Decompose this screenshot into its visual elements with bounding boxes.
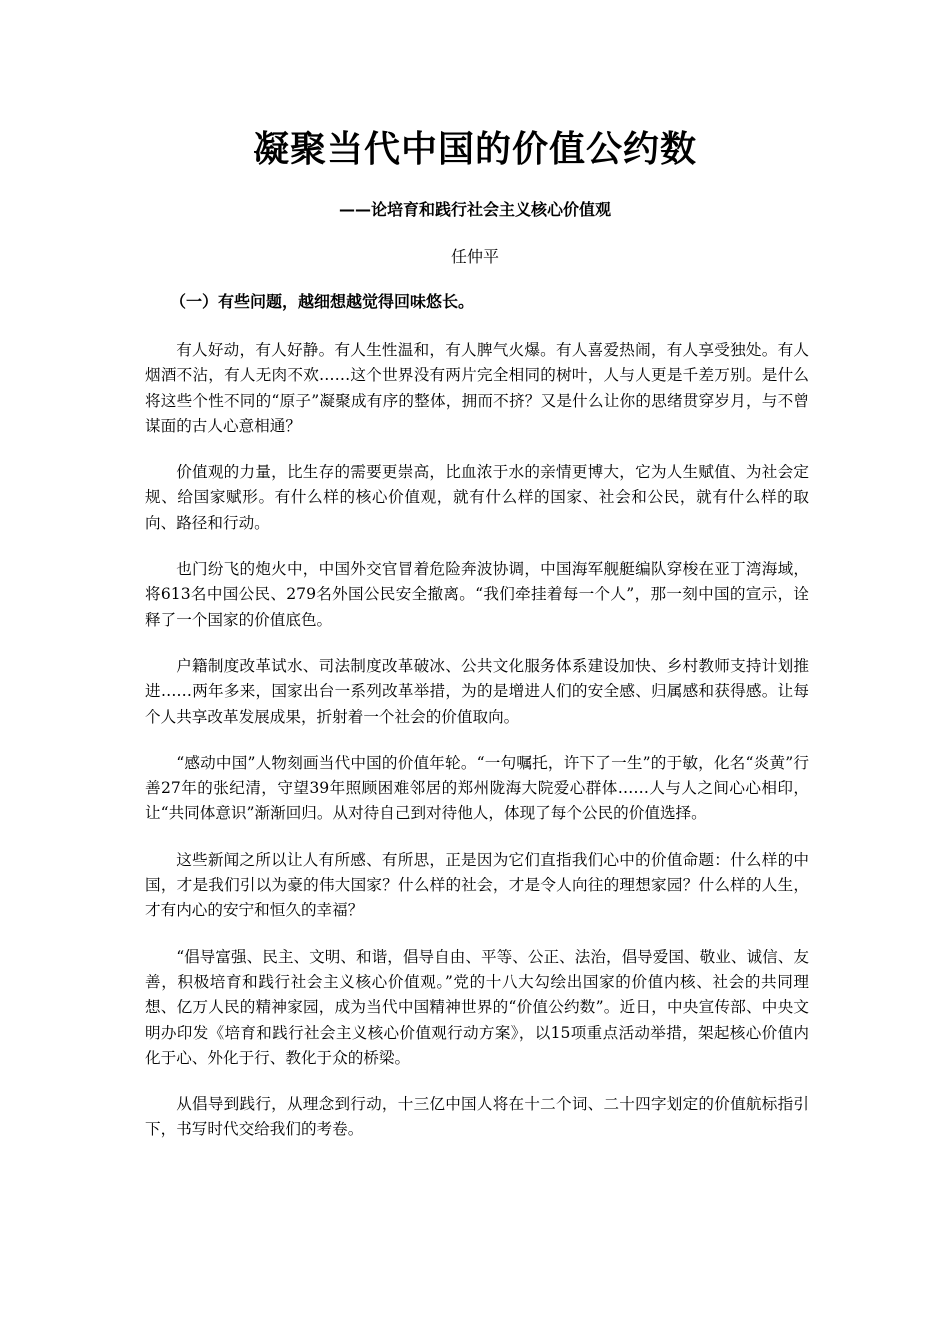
section-heading: （一）有些问题，越细想越觉得回味悠长。	[170, 292, 475, 311]
paragraph-2: 价值观的力量，比生存的需要更崇高，比血浓于水的亲情更博大，它为人生赋值、为社会定规、给国家赋形。有什么样的核心价值观，就有什么样的国家、社会和公民，就有什么样的取向、路径和行动。	[145, 463, 809, 532]
document-title: 凝聚当代中国的价值公约数	[252, 129, 697, 170]
paragraph-8: 从倡导到践行，从理念到行动，十三亿中国人将在十二个词、二十四字划定的价值航标指引下，书写时代交给我们的考卷。	[145, 1095, 809, 1139]
paragraph-6: 这些新闻之所以让人有所感、有所思，正是因为它们直指我们心中的价值命题：什么样的中国，才是我们引以为豪的伟大国家？什么样的社会，才是令人向往的理想家园？什么样的人生，才有内心的安宁和恒久的幸福？	[145, 850, 809, 920]
paragraph-3: 也门纷飞的炮火中，中国外交官冒着危险奔波协调，中国海军舰艇编队穿梭在亚丁湾海域，将613名中国公民、279名外国公民安全撤离。“我们牵挂着每一个人”，那一刻中国的宣示，诠释了一个国家的价值底色。	[145, 560, 809, 629]
author-name: 任仲平	[450, 247, 499, 266]
paragraph-4: 户籍制度改革试水、司法制度改革破冰、公共文化服务体系建设加快、乡村教师支持计划推进……两年多来，国家出台一系列改革举措，为的是增进人们的安全感、归属感和获得感。让每个人共享改革发展成果，折射着一个社会的价值取向。	[145, 656, 809, 726]
document-subtitle: ——论培育和践行社会主义核心价值观	[338, 200, 611, 219]
article-body	[145, 338, 809, 1164]
paragraph-7: “倡导富强、民主、文明、和谐，倡导自由、平等、公正、法治，倡导爱国、敬业、诚信、友善，积极培育和践行社会主义核心价值观。”党的十八大勾绘出国家的价值内核、社会的共同理想、亿万人民的精神家园，成为当代中国精神世界的“价值公约数”。近日，中央宣传部、中央文明办印发《培育和践行社会主义核心价值观行动方案》，以15项重点活动举措，架起核心价值内化于心、外化于行、教化于众的桥梁。	[145, 947, 809, 1067]
paragraph-5: “感动中国”人物刻画当代中国的价值年轮。“一句嘱托，许下了一生”的于敏，化名“炎黄”行善27年的张纪清，守望39年照顾困难邻居的郑州陇海大院爱心群体……人与人之间心心相印，让“共同体意识”渐渐回归。从对待自己到对待他人，体现了每个公民的价值选择。	[145, 753, 809, 823]
paragraph-1: 有人好动，有人好静。有人生性温和，有人脾气火爆。有人喜爱热闹，有人享受独处。有人烟酒不沾，有人无肉不欢……这个世界没有两片完全相同的树叶，人与人更是千差万别。是什么将这些个性不同的“原子”凝聚成有序的整体，拥而不挤？又是什么让你的思绪贯穿岁月，与不曾谋面的古人心意相通？	[145, 341, 809, 435]
